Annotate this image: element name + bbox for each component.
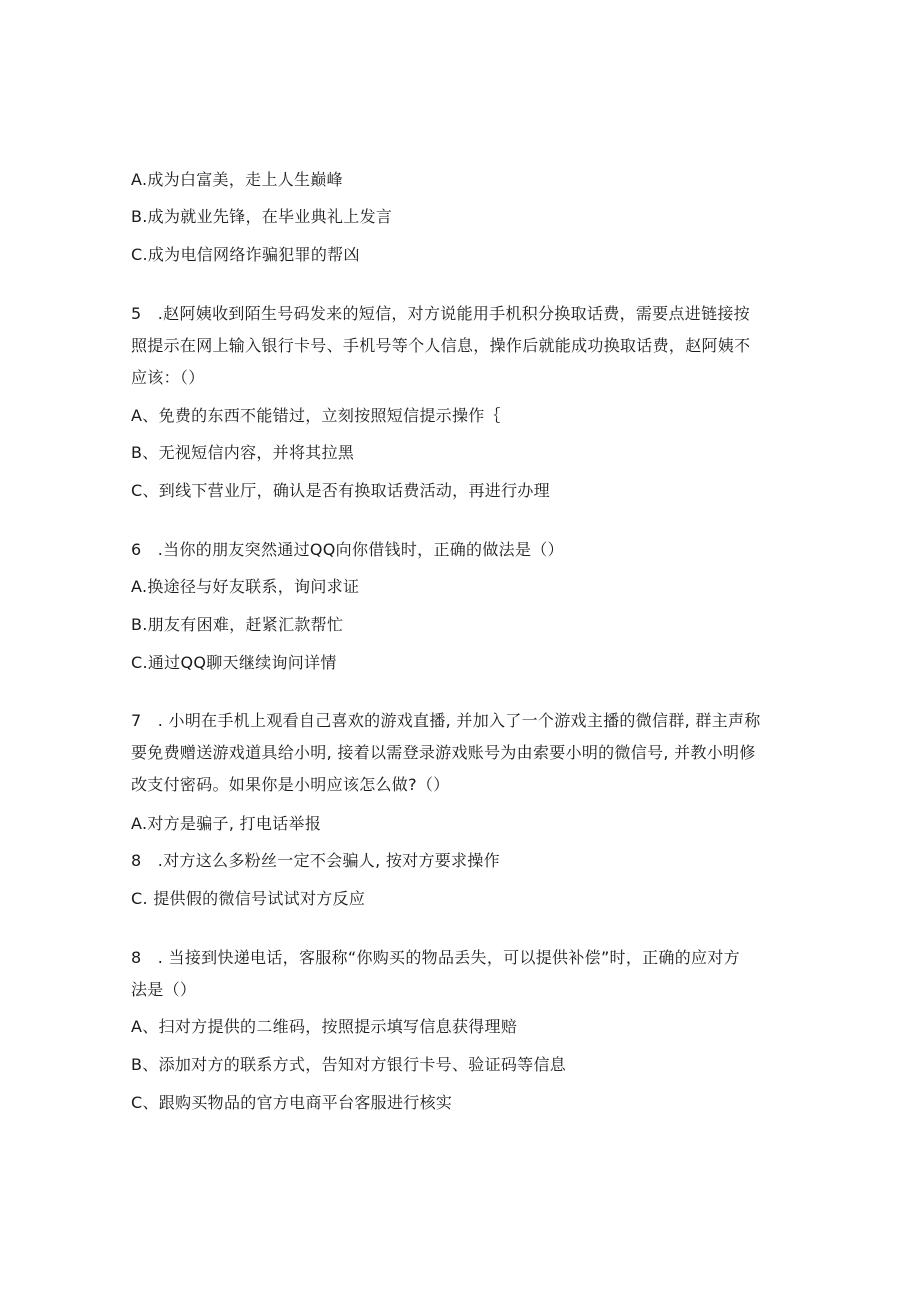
q7-option-c: C. 提供假的微信号试试对方反应 xyxy=(131,889,366,908)
q5-option-a: A、免费的东西不能错过，立刻按照短信提示操作｛ xyxy=(131,406,501,425)
q7-option-b: 8 .对方这么多粉丝一定不会骗人, 按对方要求操作 xyxy=(131,851,500,870)
q4-option-a: A.成为白富美，走上人生巅峰 xyxy=(131,170,343,189)
q5-option-c: C、到线下营业厅，确认是否有换取话费活动，再进行办理 xyxy=(131,481,550,500)
q8-stem-line-1: 8 . 当接到快递电话，客服称“你购买的物品丢失，可以提供补偿”时，正确的应对方 xyxy=(131,948,740,967)
q5-stem-line-3: 应该：（） xyxy=(131,368,205,387)
q5-stem-line-2: 照提示在网上输入银行卡号、手机号等个人信息，操作后就能成功换取话费，赵阿姨不 xyxy=(131,336,751,355)
q7-stem-line-2: 要免费赠送游戏道具给小明, 接着以需登录游戏账号为由索要小明的微信号, 并教小明修 xyxy=(131,743,756,762)
q6-option-c: C.通过QQ聊天继续询问详情 xyxy=(131,653,337,672)
q5-stem-line-1: 5 .赵阿姨收到陌生号码发来的短信，对方说能用手机积分换取话费，需要点进链接按 xyxy=(131,304,750,323)
q7-option-a: A.对方是骗子, 打电话举报 xyxy=(131,814,322,833)
q4-option-b: B.成为就业先锋，在毕业典礼上发言 xyxy=(131,207,393,226)
q7-stem-line-3: 改支付密码。如果你是小明应该怎么做?（） xyxy=(131,775,450,794)
q5-option-b: B、无视短信内容，并将其拉黑 xyxy=(131,443,355,462)
q6-stem-line-1: 6 .当你的朋友突然通过QQ向你借钱时，正确的做法是（） xyxy=(131,540,564,559)
q6-option-a: A.换途径与好友联系，询问求证 xyxy=(131,577,360,596)
q8-option-c: C、跟购买物品的官方电商平台客服进行核实 xyxy=(131,1093,453,1112)
q4-option-c: C.成为电信网络诈骗犯罪的帮凶 xyxy=(131,245,360,264)
q6-option-b: B.朋友有困难，赶紧汇款帮忙 xyxy=(131,615,344,634)
q8-option-a: A、扫对方提供的二维码，按照提示填写信息获得理赔 xyxy=(131,1017,518,1036)
q8-stem-line-2: 法是（） xyxy=(131,980,197,999)
q7-stem-line-1: 7 . 小明在手机上观看自己喜欢的游戏直播, 并加入了一个游戏主播的微信群, 群主声称 xyxy=(131,711,761,730)
q8-option-b: B、添加对方的联系方式，告知对方银行卡号、验证码等信息 xyxy=(131,1055,567,1074)
